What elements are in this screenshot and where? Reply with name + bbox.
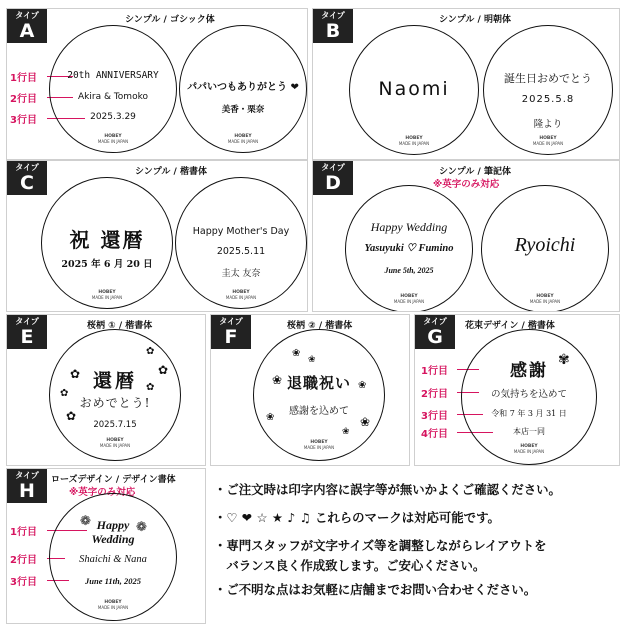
engraving-line-2: 感謝を込めて	[289, 406, 349, 417]
engraving-preview	[49, 329, 181, 461]
engraving-line-1: Ryoichi	[514, 234, 576, 256]
maker-mark: HOBEY MADE IN JAPAN	[398, 136, 430, 146]
flower-icon: ❀	[308, 355, 316, 365]
engraving-preview-right	[483, 25, 613, 155]
type-badge	[7, 161, 47, 195]
note-item: ・ご注文時は印字内容に誤字等が無いかよくご確認ください。	[214, 482, 561, 497]
flower-icon: ❀	[272, 373, 283, 387]
engraving-line-2: 2025 年 6 月 20 日	[61, 259, 153, 270]
maker-mark: HOBEY MADE IN JAPAN	[99, 438, 131, 448]
line-label: 3行目	[10, 577, 37, 588]
engraving-line-1: 感謝	[510, 361, 548, 381]
panel-note: ※英字のみ対応	[69, 487, 136, 498]
sakura-icon: ✿	[158, 363, 169, 377]
maker-mark: HOBEY MADE IN JAPAN	[97, 600, 129, 610]
engraving-line-1: 還暦	[92, 370, 137, 392]
maker-mark: HOBEY MADE IN JAPAN	[513, 444, 545, 454]
engraving-line-1: Happy Mother's Day	[192, 226, 290, 237]
type-letter: E	[20, 326, 34, 348]
type-tag: タイプ	[423, 317, 447, 326]
engraving-preview-left	[49, 25, 177, 153]
maker-mark: HOBEY MADE IN JAPAN	[225, 290, 257, 300]
line-label: 3行目	[10, 115, 37, 126]
flower-icon: ❀	[358, 380, 367, 391]
type-badge	[415, 315, 455, 349]
line-label: 4行目	[421, 429, 448, 440]
panel-title: シンプル / 楷書体	[135, 167, 207, 177]
type-letter: F	[224, 326, 238, 348]
type-letter: G	[427, 326, 443, 348]
maker-mark: HOBEY MADE IN JAPAN	[227, 134, 259, 144]
line-label: 1行目	[421, 366, 448, 377]
line-label: 2行目	[10, 94, 37, 105]
sakura-icon: ✿	[66, 409, 77, 423]
rose-icon: ❁	[80, 514, 91, 529]
maker-mark: HOBEY MADE IN JAPAN	[532, 136, 564, 146]
order-notes	[214, 480, 619, 602]
engraving-line-4: 本店一同	[513, 427, 545, 436]
note-item: ・♡ ❤ ☆ ★ ♪ ♫ これらのマークは対応可能です。	[214, 510, 500, 525]
engraving-line-3: June 5th, 2025	[384, 266, 434, 275]
type-badge	[7, 9, 47, 43]
engraving-line-1: 20th ANNIVERSARY	[67, 70, 159, 81]
engraving-line-3: 隆より	[533, 119, 563, 130]
note-item: ・専門スタッフが文字サイズ等を調整しながらレイアウトを	[214, 538, 547, 553]
engraving-line-2: の気持ちを込めて	[490, 389, 567, 400]
maker-mark: HOBEY MADE IN JAPAN	[529, 294, 561, 304]
panel-type-a	[6, 8, 308, 160]
engraving-line-3: 圭太 友奈	[221, 269, 261, 279]
engraving-preview	[49, 493, 177, 621]
sakura-icon: ✿	[146, 346, 155, 357]
line-label: 3行目	[421, 411, 448, 422]
engraving-line-1b: Wedding	[91, 532, 135, 546]
type-badge	[313, 9, 353, 43]
type-badge	[7, 315, 47, 349]
engraving-preview-left	[349, 25, 479, 155]
panel-title: 桜柄 ① / 楷書体	[87, 321, 153, 331]
type-letter: B	[325, 20, 341, 42]
engraving-line-3: 2025.3.29	[90, 112, 136, 122]
engraving-preview-left	[345, 185, 473, 312]
type-tag: タイプ	[15, 163, 39, 172]
engraving-line-1: 退職祝い	[286, 374, 351, 392]
line-label: 1行目	[10, 73, 37, 84]
sakura-icon: ✿	[60, 388, 69, 399]
engraving-line-2: Shaichi & Nana	[79, 554, 147, 565]
engraving-line-3: 2025.7.15	[93, 420, 137, 430]
engraving-preview-right	[175, 177, 307, 309]
engraving-line-1: Happy Wedding	[370, 220, 448, 234]
type-tag: タイプ	[15, 11, 39, 20]
flower-icon: ❀	[292, 348, 301, 359]
engraving-line-1: 誕生日おめでとう	[504, 72, 592, 85]
engraving-preview	[253, 329, 385, 461]
engraving-line-1: Naomi	[378, 78, 450, 100]
line-label: 1行目	[10, 527, 37, 538]
sakura-icon: ✿	[146, 382, 155, 393]
type-letter: D	[325, 172, 341, 194]
type-tag: タイプ	[219, 317, 243, 326]
panel-title: 花束デザイン / 楷書体	[465, 321, 555, 331]
flower-icon: ❀	[266, 412, 275, 423]
engraving-line-2: おめでとう!	[79, 396, 151, 410]
flower-icon: ❀	[342, 427, 350, 437]
engraving-line-3: June 11th, 2025	[85, 576, 141, 586]
type-tag: タイプ	[321, 163, 345, 172]
type-badge	[313, 161, 353, 195]
type-letter: H	[19, 480, 35, 502]
engraving-preview-left	[41, 177, 173, 309]
engraving-preview-right	[481, 185, 609, 312]
panel-title: ローズデザイン / デザイン書体	[51, 475, 176, 485]
panel-type-d	[312, 160, 620, 312]
type-tag: タイプ	[15, 317, 39, 326]
engraving-line-3: 令和 7 年 3 月 31 日	[491, 409, 567, 418]
sakura-icon: ✿	[70, 367, 81, 381]
type-badge	[7, 469, 47, 503]
engraving-line-1a: Happy	[96, 518, 130, 532]
panel-type-c	[6, 160, 308, 312]
panel-type-g	[414, 314, 620, 466]
maker-mark: HOBEY MADE IN JAPAN	[91, 290, 123, 300]
rose-icon: ❁	[136, 520, 147, 535]
bouquet-icon: ✾	[558, 352, 570, 368]
panel-title: シンプル / 筆記体	[439, 167, 511, 177]
type-tag: タイプ	[15, 471, 39, 480]
type-tag: タイプ	[321, 11, 345, 20]
panel-title: 桜柄 ② / 楷書体	[287, 321, 353, 331]
panel-title: シンプル / 明朝体	[439, 15, 511, 25]
type-letter: A	[19, 20, 35, 42]
engraving-line-2: Akira & Tomoko	[78, 92, 148, 102]
note-item: ・ご不明な点はお気軽に店舗までお問い合わせください。	[214, 582, 537, 597]
line-label: 2行目	[10, 555, 37, 566]
engraving-line-1: 祝 還暦	[69, 228, 145, 252]
panel-note: ※英字のみ対応	[433, 179, 500, 190]
panel-type-h	[6, 468, 206, 624]
engraving-preview-right	[179, 25, 307, 153]
panel-type-f	[210, 314, 410, 466]
line-label: 2行目	[421, 389, 448, 400]
flower-icon: ❀	[360, 415, 371, 429]
engraving-preview	[461, 329, 597, 465]
engraving-line-2: Yasuyuki ♡ Fumino	[364, 243, 454, 254]
panel-type-e	[6, 314, 206, 466]
maker-mark: HOBEY MADE IN JAPAN	[97, 134, 129, 144]
type-badge	[211, 315, 251, 349]
maker-mark: HOBEY MADE IN JAPAN	[393, 294, 425, 304]
type-letter: C	[20, 172, 34, 194]
maker-mark: HOBEY MADE IN JAPAN	[303, 440, 335, 450]
engraving-line-2: 2025.5.8	[521, 94, 575, 105]
engraving-line-1: パパいつもありがとう ❤	[187, 82, 299, 93]
panel-title: シンプル / ゴシック体	[125, 15, 215, 25]
engraving-line-2: 美香・栗奈	[221, 105, 265, 115]
engraving-line-2: 2025.5.11	[216, 246, 266, 257]
panel-type-b	[312, 8, 620, 160]
note-item: バランス良く作成致します。ご安心ください。	[214, 558, 486, 573]
